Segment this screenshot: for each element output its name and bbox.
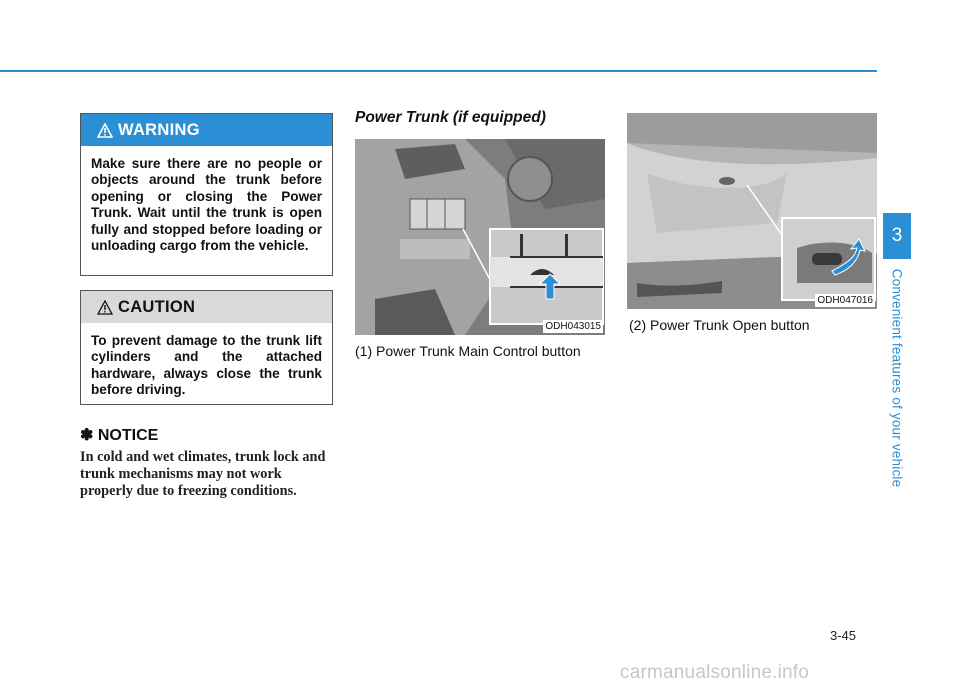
caution-box [80, 290, 333, 405]
figure-main-control [355, 139, 605, 335]
caution-header [81, 291, 332, 323]
notice-title: ✽ NOTICE [80, 427, 159, 444]
figure-caption: (2) Power Trunk Open button [629, 317, 810, 333]
warning-header [81, 114, 332, 146]
caution-icon [97, 300, 113, 315]
chapter-title-text: Convenient features of your vehicle [889, 268, 905, 488]
trunk-illustration [627, 113, 877, 309]
caution-title: CAUTION [118, 298, 196, 316]
caution-text: To prevent damage to the trunk lift cylinders and the attached hardware, always close the trunk before driving. [91, 333, 322, 398]
notice-text: In cold and wet climates, trunk lock and trunk mechanisms may not work properly due to freezing conditions. [80, 449, 326, 499]
section-title: Power Trunk (if equipped) [355, 109, 546, 126]
dashboard-illustration [355, 139, 605, 335]
chapter-title [870, 263, 924, 493]
figure-id: ODH047016 [817, 295, 873, 306]
warning-box [80, 113, 333, 276]
warning-title: WARNING [118, 121, 200, 139]
chapter-tab: 3 [883, 213, 911, 259]
figure-open-button [627, 113, 877, 309]
page-number: 3-45 [830, 628, 857, 643]
warning-text: Make sure there are no people or objects around the trunk before opening or closing the Power Trunk. Wait until the trunk is open fully and stopped before loading or unloading cargo from the vehicle. [91, 156, 322, 254]
header-rule [0, 70, 877, 72]
figure-id: ODH043015 [545, 321, 601, 332]
figure-caption: (1) Power Trunk Main Control button [355, 343, 581, 359]
warning-icon [97, 123, 113, 138]
watermark: carmanualsonline.info [620, 662, 810, 683]
